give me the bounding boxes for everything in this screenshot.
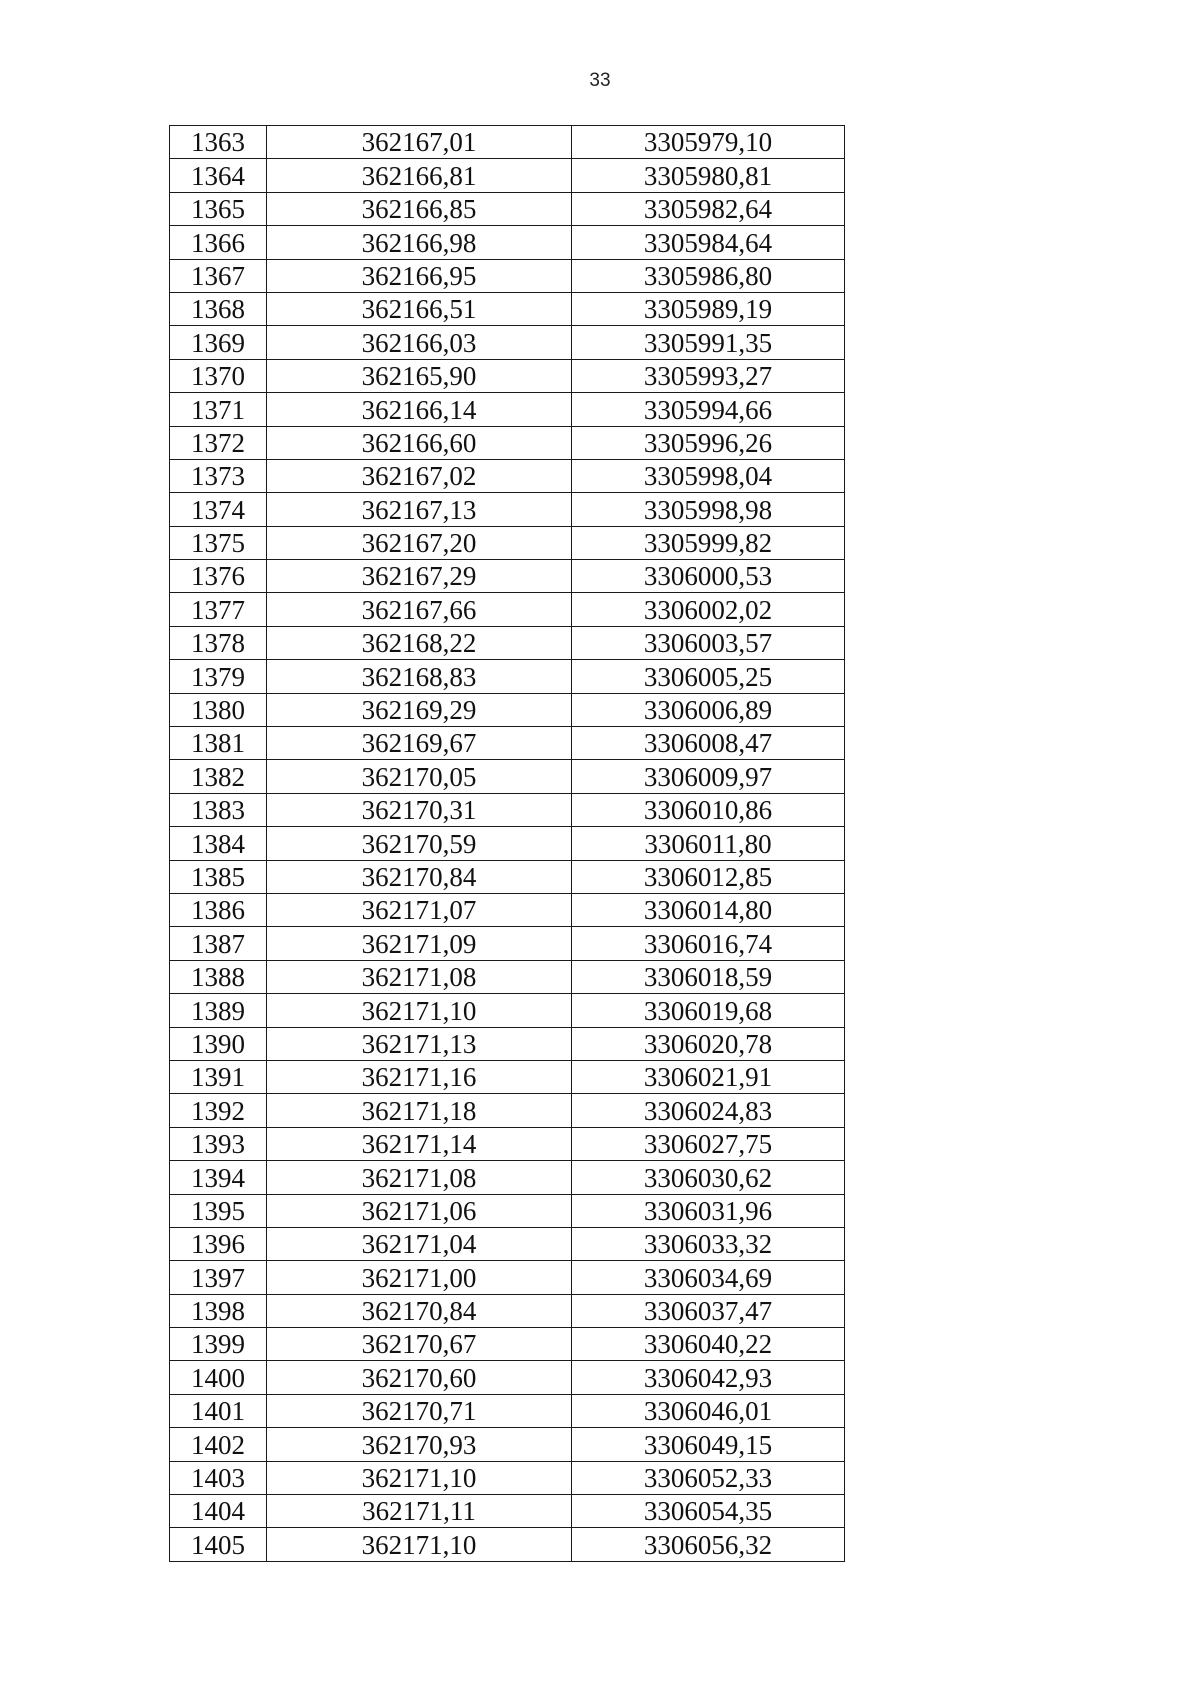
y-coordinate-cell: 3306016,74 xyxy=(572,927,845,960)
x-coordinate-cell: 362166,14 xyxy=(267,393,572,426)
y-coordinate-cell: 3306003,57 xyxy=(572,626,845,659)
table-row xyxy=(170,1194,845,1227)
x-coordinate-cell: 362170,05 xyxy=(267,760,572,793)
y-coordinate-cell: 3306033,32 xyxy=(572,1227,845,1260)
point-number-cell: 1396 xyxy=(170,1227,267,1260)
point-number-cell: 1374 xyxy=(170,493,267,526)
point-number-cell: 1377 xyxy=(170,593,267,626)
point-number-cell: 1378 xyxy=(170,626,267,659)
point-number-cell: 1379 xyxy=(170,660,267,693)
y-coordinate-cell: 3305994,66 xyxy=(572,393,845,426)
y-coordinate-cell: 3306031,96 xyxy=(572,1194,845,1227)
point-number-cell: 1397 xyxy=(170,1261,267,1294)
table-row xyxy=(170,459,845,492)
point-number-cell: 1370 xyxy=(170,359,267,392)
x-coordinate-cell: 362170,93 xyxy=(267,1428,572,1461)
point-number-cell: 1390 xyxy=(170,1027,267,1060)
point-number-cell: 1387 xyxy=(170,927,267,960)
y-coordinate-cell: 3306030,62 xyxy=(572,1161,845,1194)
table-row xyxy=(170,760,845,793)
point-number-cell: 1380 xyxy=(170,693,267,726)
table-row xyxy=(170,1461,845,1494)
table-row xyxy=(170,693,845,726)
point-number-cell: 1383 xyxy=(170,793,267,826)
y-coordinate-cell: 3306002,02 xyxy=(572,593,845,626)
point-number-cell: 1381 xyxy=(170,727,267,760)
y-coordinate-cell: 3306037,47 xyxy=(572,1294,845,1327)
x-coordinate-cell: 362167,01 xyxy=(267,126,572,159)
y-coordinate-cell: 3306020,78 xyxy=(572,1027,845,1060)
table-row xyxy=(170,1394,845,1427)
y-coordinate-cell: 3306005,25 xyxy=(572,660,845,693)
x-coordinate-cell: 362166,51 xyxy=(267,292,572,325)
y-coordinate-cell: 3305991,35 xyxy=(572,326,845,359)
point-number-cell: 1382 xyxy=(170,760,267,793)
y-coordinate-cell: 3306027,75 xyxy=(572,1127,845,1160)
point-number-cell: 1384 xyxy=(170,827,267,860)
x-coordinate-cell: 362171,13 xyxy=(267,1027,572,1060)
point-number-cell: 1376 xyxy=(170,560,267,593)
y-coordinate-cell: 3305996,26 xyxy=(572,426,845,459)
x-coordinate-cell: 362170,59 xyxy=(267,827,572,860)
point-number-cell: 1400 xyxy=(170,1361,267,1394)
x-coordinate-cell: 362170,60 xyxy=(267,1361,572,1394)
y-coordinate-cell: 3305993,27 xyxy=(572,359,845,392)
x-coordinate-cell: 362171,08 xyxy=(267,960,572,993)
y-coordinate-cell: 3306049,15 xyxy=(572,1428,845,1461)
table-row xyxy=(170,1094,845,1127)
x-coordinate-cell: 362171,10 xyxy=(267,1528,572,1561)
table-row xyxy=(170,827,845,860)
table-row xyxy=(170,994,845,1027)
x-coordinate-cell: 362166,95 xyxy=(267,259,572,292)
x-coordinate-cell: 362169,29 xyxy=(267,693,572,726)
table-row xyxy=(170,960,845,993)
table-row xyxy=(170,660,845,693)
x-coordinate-cell: 362166,60 xyxy=(267,426,572,459)
table-row xyxy=(170,226,845,259)
point-number-cell: 1371 xyxy=(170,393,267,426)
x-coordinate-cell: 362167,20 xyxy=(267,526,572,559)
point-number-cell: 1368 xyxy=(170,292,267,325)
x-coordinate-cell: 362168,83 xyxy=(267,660,572,693)
y-coordinate-cell: 3305980,81 xyxy=(572,159,845,192)
y-coordinate-cell: 3305982,64 xyxy=(572,192,845,225)
table-row xyxy=(170,159,845,192)
x-coordinate-cell: 362168,22 xyxy=(267,626,572,659)
x-coordinate-cell: 362171,16 xyxy=(267,1060,572,1093)
x-coordinate-cell: 362170,67 xyxy=(267,1328,572,1361)
y-coordinate-cell: 3306012,85 xyxy=(572,860,845,893)
point-number-cell: 1366 xyxy=(170,226,267,259)
y-coordinate-cell: 3305999,82 xyxy=(572,526,845,559)
y-coordinate-cell: 3306014,80 xyxy=(572,893,845,926)
point-number-cell: 1363 xyxy=(170,126,267,159)
y-coordinate-cell: 3306056,32 xyxy=(572,1528,845,1561)
table-row xyxy=(170,1027,845,1060)
y-coordinate-cell: 3306008,47 xyxy=(572,727,845,760)
y-coordinate-cell: 3306024,83 xyxy=(572,1094,845,1127)
y-coordinate-cell: 3306052,33 xyxy=(572,1461,845,1494)
x-coordinate-cell: 362171,07 xyxy=(267,893,572,926)
point-number-cell: 1392 xyxy=(170,1094,267,1127)
x-coordinate-cell: 362171,14 xyxy=(267,1127,572,1160)
table-row xyxy=(170,1328,845,1361)
point-number-cell: 1372 xyxy=(170,426,267,459)
page-number: 33 xyxy=(589,70,611,91)
table-row xyxy=(170,426,845,459)
point-number-cell: 1389 xyxy=(170,994,267,1027)
coordinates-table xyxy=(169,125,845,1562)
y-coordinate-cell: 3306010,86 xyxy=(572,793,845,826)
table-row xyxy=(170,326,845,359)
table-row xyxy=(170,1261,845,1294)
table-row xyxy=(170,1127,845,1160)
x-coordinate-cell: 362169,67 xyxy=(267,727,572,760)
x-coordinate-cell: 362167,02 xyxy=(267,459,572,492)
x-coordinate-cell: 362170,71 xyxy=(267,1394,572,1427)
point-number-cell: 1398 xyxy=(170,1294,267,1327)
x-coordinate-cell: 362165,90 xyxy=(267,359,572,392)
point-number-cell: 1386 xyxy=(170,893,267,926)
x-coordinate-cell: 362171,08 xyxy=(267,1161,572,1194)
table-row xyxy=(170,192,845,225)
y-coordinate-cell: 3306021,91 xyxy=(572,1060,845,1093)
y-coordinate-cell: 3305984,64 xyxy=(572,226,845,259)
x-coordinate-cell: 362166,03 xyxy=(267,326,572,359)
x-coordinate-cell: 362167,29 xyxy=(267,560,572,593)
y-coordinate-cell: 3306009,97 xyxy=(572,760,845,793)
point-number-cell: 1402 xyxy=(170,1428,267,1461)
table-row xyxy=(170,1528,845,1561)
table-row xyxy=(170,560,845,593)
table-row xyxy=(170,593,845,626)
y-coordinate-cell: 3305998,98 xyxy=(572,493,845,526)
x-coordinate-cell: 362170,84 xyxy=(267,1294,572,1327)
point-number-cell: 1385 xyxy=(170,860,267,893)
y-coordinate-cell: 3306054,35 xyxy=(572,1495,845,1528)
x-coordinate-cell: 362171,09 xyxy=(267,927,572,960)
table-row xyxy=(170,1227,845,1260)
point-number-cell: 1369 xyxy=(170,326,267,359)
table-row xyxy=(170,893,845,926)
y-coordinate-cell: 3305998,04 xyxy=(572,459,845,492)
x-coordinate-cell: 362171,00 xyxy=(267,1261,572,1294)
y-coordinate-cell: 3306046,01 xyxy=(572,1394,845,1427)
table-row xyxy=(170,493,845,526)
point-number-cell: 1393 xyxy=(170,1127,267,1160)
y-coordinate-cell: 3306018,59 xyxy=(572,960,845,993)
table-row xyxy=(170,626,845,659)
point-number-cell: 1367 xyxy=(170,259,267,292)
x-coordinate-cell: 362171,10 xyxy=(267,994,572,1027)
y-coordinate-cell: 3305989,19 xyxy=(572,292,845,325)
table-row xyxy=(170,727,845,760)
point-number-cell: 1405 xyxy=(170,1528,267,1561)
point-number-cell: 1364 xyxy=(170,159,267,192)
y-coordinate-cell: 3306042,93 xyxy=(572,1361,845,1394)
table-row xyxy=(170,1060,845,1093)
x-coordinate-cell: 362171,18 xyxy=(267,1094,572,1127)
x-coordinate-cell: 362171,06 xyxy=(267,1194,572,1227)
y-coordinate-cell: 3306040,22 xyxy=(572,1328,845,1361)
x-coordinate-cell: 362167,13 xyxy=(267,493,572,526)
point-number-cell: 1375 xyxy=(170,526,267,559)
point-number-cell: 1394 xyxy=(170,1161,267,1194)
point-number-cell: 1388 xyxy=(170,960,267,993)
x-coordinate-cell: 362171,04 xyxy=(267,1227,572,1260)
table-row xyxy=(170,526,845,559)
y-coordinate-cell: 3306006,89 xyxy=(572,693,845,726)
y-coordinate-cell: 3305979,10 xyxy=(572,126,845,159)
point-number-cell: 1404 xyxy=(170,1495,267,1528)
point-number-cell: 1403 xyxy=(170,1461,267,1494)
x-coordinate-cell: 362171,10 xyxy=(267,1461,572,1494)
point-number-cell: 1365 xyxy=(170,192,267,225)
point-number-cell: 1401 xyxy=(170,1394,267,1427)
table-row xyxy=(170,359,845,392)
table-row xyxy=(170,1495,845,1528)
table-row xyxy=(170,1361,845,1394)
point-number-cell: 1373 xyxy=(170,459,267,492)
point-number-cell: 1399 xyxy=(170,1328,267,1361)
table-row xyxy=(170,259,845,292)
point-number-cell: 1391 xyxy=(170,1060,267,1093)
x-coordinate-cell: 362167,66 xyxy=(267,593,572,626)
x-coordinate-cell: 362166,81 xyxy=(267,159,572,192)
y-coordinate-cell: 3306019,68 xyxy=(572,994,845,1027)
table-row xyxy=(170,793,845,826)
y-coordinate-cell: 3305986,80 xyxy=(572,259,845,292)
x-coordinate-cell: 362166,98 xyxy=(267,226,572,259)
y-coordinate-cell: 3306034,69 xyxy=(572,1261,845,1294)
point-number-cell: 1395 xyxy=(170,1194,267,1227)
table-row xyxy=(170,126,845,159)
table-row xyxy=(170,1428,845,1461)
table-row xyxy=(170,1294,845,1327)
x-coordinate-cell: 362170,84 xyxy=(267,860,572,893)
table-row xyxy=(170,860,845,893)
table-row xyxy=(170,1161,845,1194)
y-coordinate-cell: 3306011,80 xyxy=(572,827,845,860)
x-coordinate-cell: 362171,11 xyxy=(267,1495,572,1528)
x-coordinate-cell: 362166,85 xyxy=(267,192,572,225)
table-row xyxy=(170,927,845,960)
table-row xyxy=(170,292,845,325)
y-coordinate-cell: 3306000,53 xyxy=(572,560,845,593)
table-row xyxy=(170,393,845,426)
x-coordinate-cell: 362170,31 xyxy=(267,793,572,826)
table-body xyxy=(170,126,845,1562)
